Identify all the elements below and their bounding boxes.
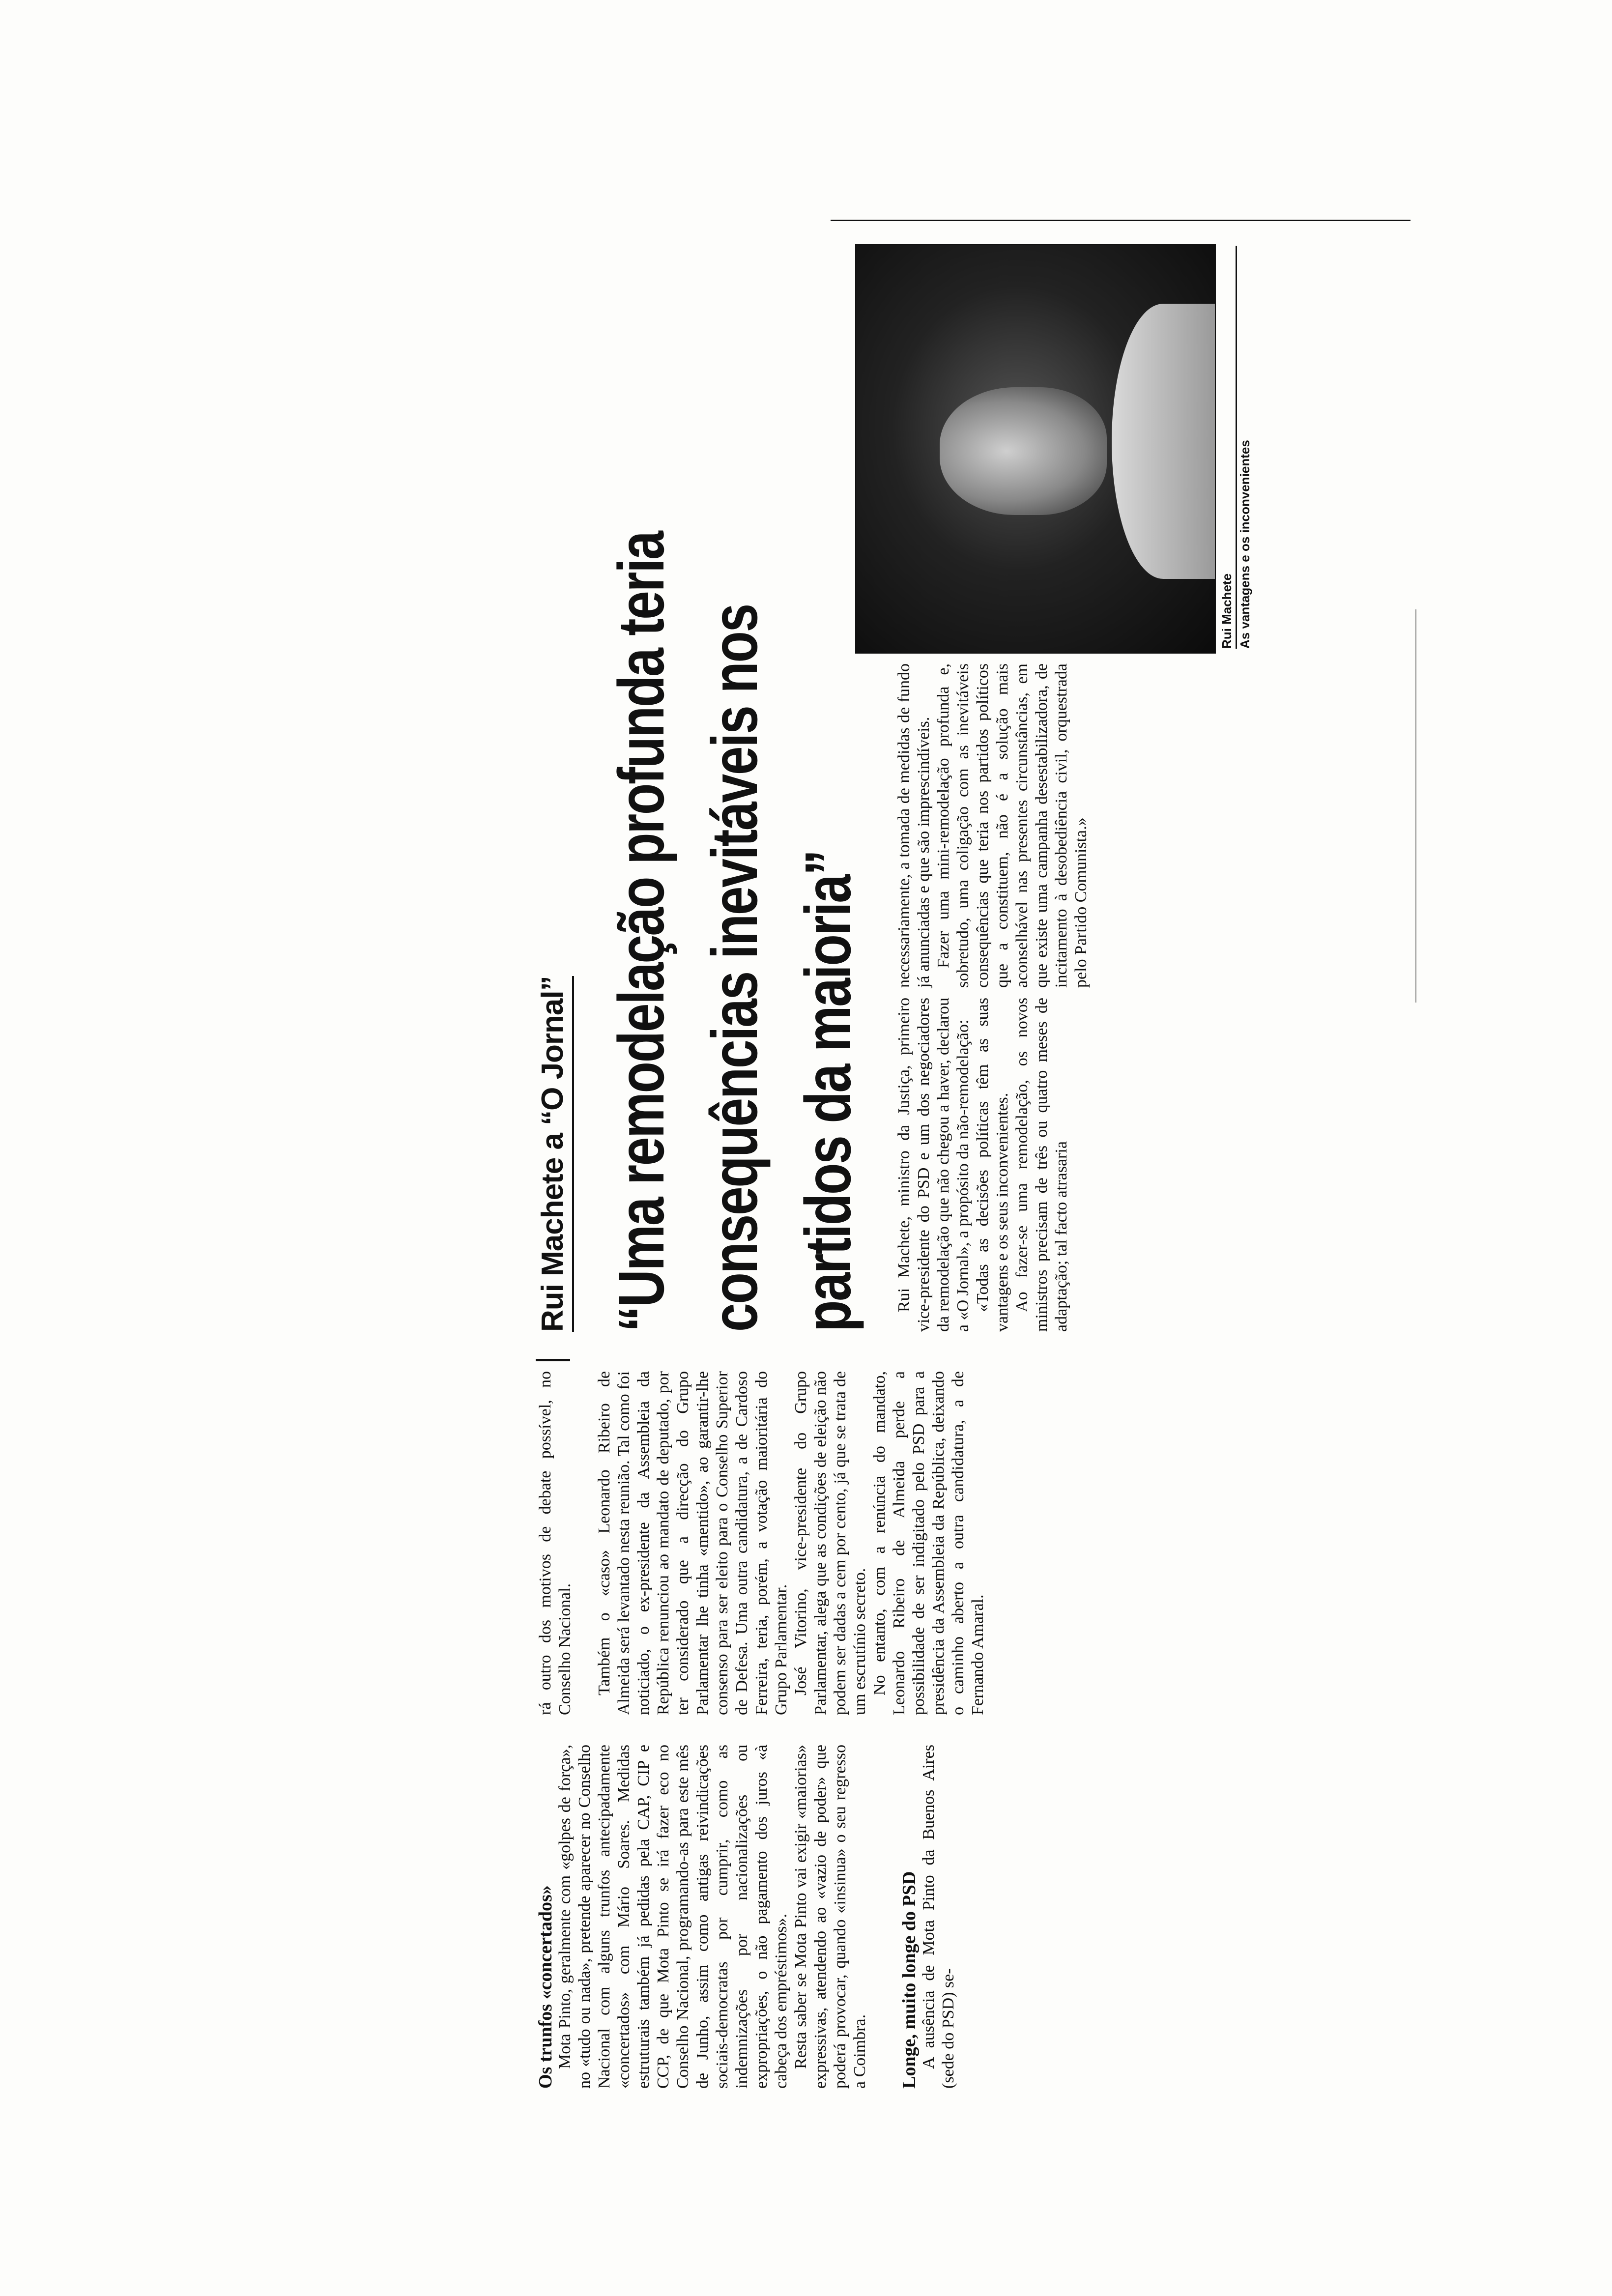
paragraph: Fazer uma mini-remodelação profunda e, sobretudo, uma coligação com as inevitáveis consequências que teria nos partidos políticos que a constituem, não é a solução mais aconselhável nas presentes circunstâncias, em que existe uma campanha desestabilizadora, de incitamento à desobediência civil, orquestrada pelo Partido Comunista.»: [934, 663, 1090, 988]
paragraph: rá outro dos motivos de debate possível, no Conselho Nacional.: [536, 1371, 574, 1715]
paragraph: No entanto, com a renúncia do mandato, Leonardo Ribeiro de Almeida perde a possibilidade de ser indigitado pelo PSD para a presidência da Assembleia da República, deixando o caminho aberto a outra candidatura, a de Fernando Amaral.: [870, 1371, 987, 1715]
paragraph: «Todas as decisões políticas têm as suas vantagens e os seus inconvenientes.: [974, 998, 1011, 1332]
article-column-2: [536, 1371, 988, 1715]
paragraph: necessariamente, a tomada de medidas de fundo já anunciadas e que são imprescindíveis.: [895, 663, 933, 988]
paragraph: Também o «caso» Leonardo Ribeiro de Almeida será levantado nesta reunião. Tal como foi noticiado, o ex-presidente da Assembleia da República renunciou ao mandato de deputado, por ter considerado que a direcção do Grupo Parlamentar lhe tinha «mentido», ao garantir-lhe consenso para ser eleito para o Conselho Superior de Defesa. Uma outra candidatura, a de Cardoso Ferreira, teria, porém, a votação maioritária do Grupo Parlamentar.: [595, 1371, 790, 1715]
paragraph: Ao fazer-se uma remodelação, os novos ministros precisam de três ou quatro meses de adaptação; tal facto atrasaria: [1013, 998, 1070, 1332]
subhead-longe: Longe, muito longe do PSD: [899, 1871, 920, 2089]
paragraph: Rui Machete, ministro da Justiça, primeiro vice-presidente do PSD e um dos negociadores da remodelação que não chegou a haver, declarou a «O Jornal», a propósito da não-remodelação:: [895, 998, 972, 1332]
portrait-face: [940, 387, 1107, 515]
newspaper-clipping: [536, 197, 1420, 2089]
caption-text: As vantagens e os inconvenientes: [1236, 246, 1253, 649]
bottom-rule: [1415, 609, 1416, 1003]
photo-caption: [1219, 246, 1253, 649]
article-column-4: [894, 663, 1091, 988]
article-column-3: [894, 998, 1071, 1332]
column-marker: [536, 1359, 570, 1361]
headline: “Uma remodelação profunda teria consequências inevitáveis nos partidos da maioria”: [605, 532, 864, 1332]
caption-name: Rui Machete: [1219, 573, 1234, 649]
subhead-trunfos: Os trunfos «concertados»: [535, 1885, 556, 2089]
paragraph: José Vitorino, vice-presidente do Grupo Parlamentar, alega que as condições de eleição não podem ser dadas a cem por cento, já que se trata de um escrutínio secreto.: [792, 1371, 869, 1715]
paragraph: Mota Pinto, geralmente com «golpes de força», no «tudo ou nada», pretende aparecer no Conselho Nacional com alguns trunfos antecipadamente «concertados» com Mário Soares. Medidas estruturais também já pedidas pela CAP, CIP e CCP, de que Mota Pinto se irá fazer eco no Conselho Nacional, programando-as para este mês de Junho, assim como antigas reivindicações sociais-democratas por cumprir, como as indemnizações por nacionalizações ou expropriações, o não pagamento dos juros «à cabeça dos empréstimos».: [556, 1745, 790, 2089]
portrait-photo: [855, 244, 1216, 654]
paragraph: Resta saber se Mota Pinto vai exigir «maiorias» expressivas, atendendo ao «vazio de poder» que poderá provocar, quando «insinua» o seu regresso a Coimbra.: [792, 1745, 869, 2089]
page-edge-rule: [831, 220, 1410, 221]
kicker: Rui Machete a “O Jornal”: [536, 976, 574, 1332]
paragraph: A ausência de Mota Pinto da Buenos Aires (sede do PSD) se-: [920, 1745, 957, 2089]
article-column-1: [536, 1745, 958, 2089]
portrait-shirt: [1112, 304, 1215, 579]
